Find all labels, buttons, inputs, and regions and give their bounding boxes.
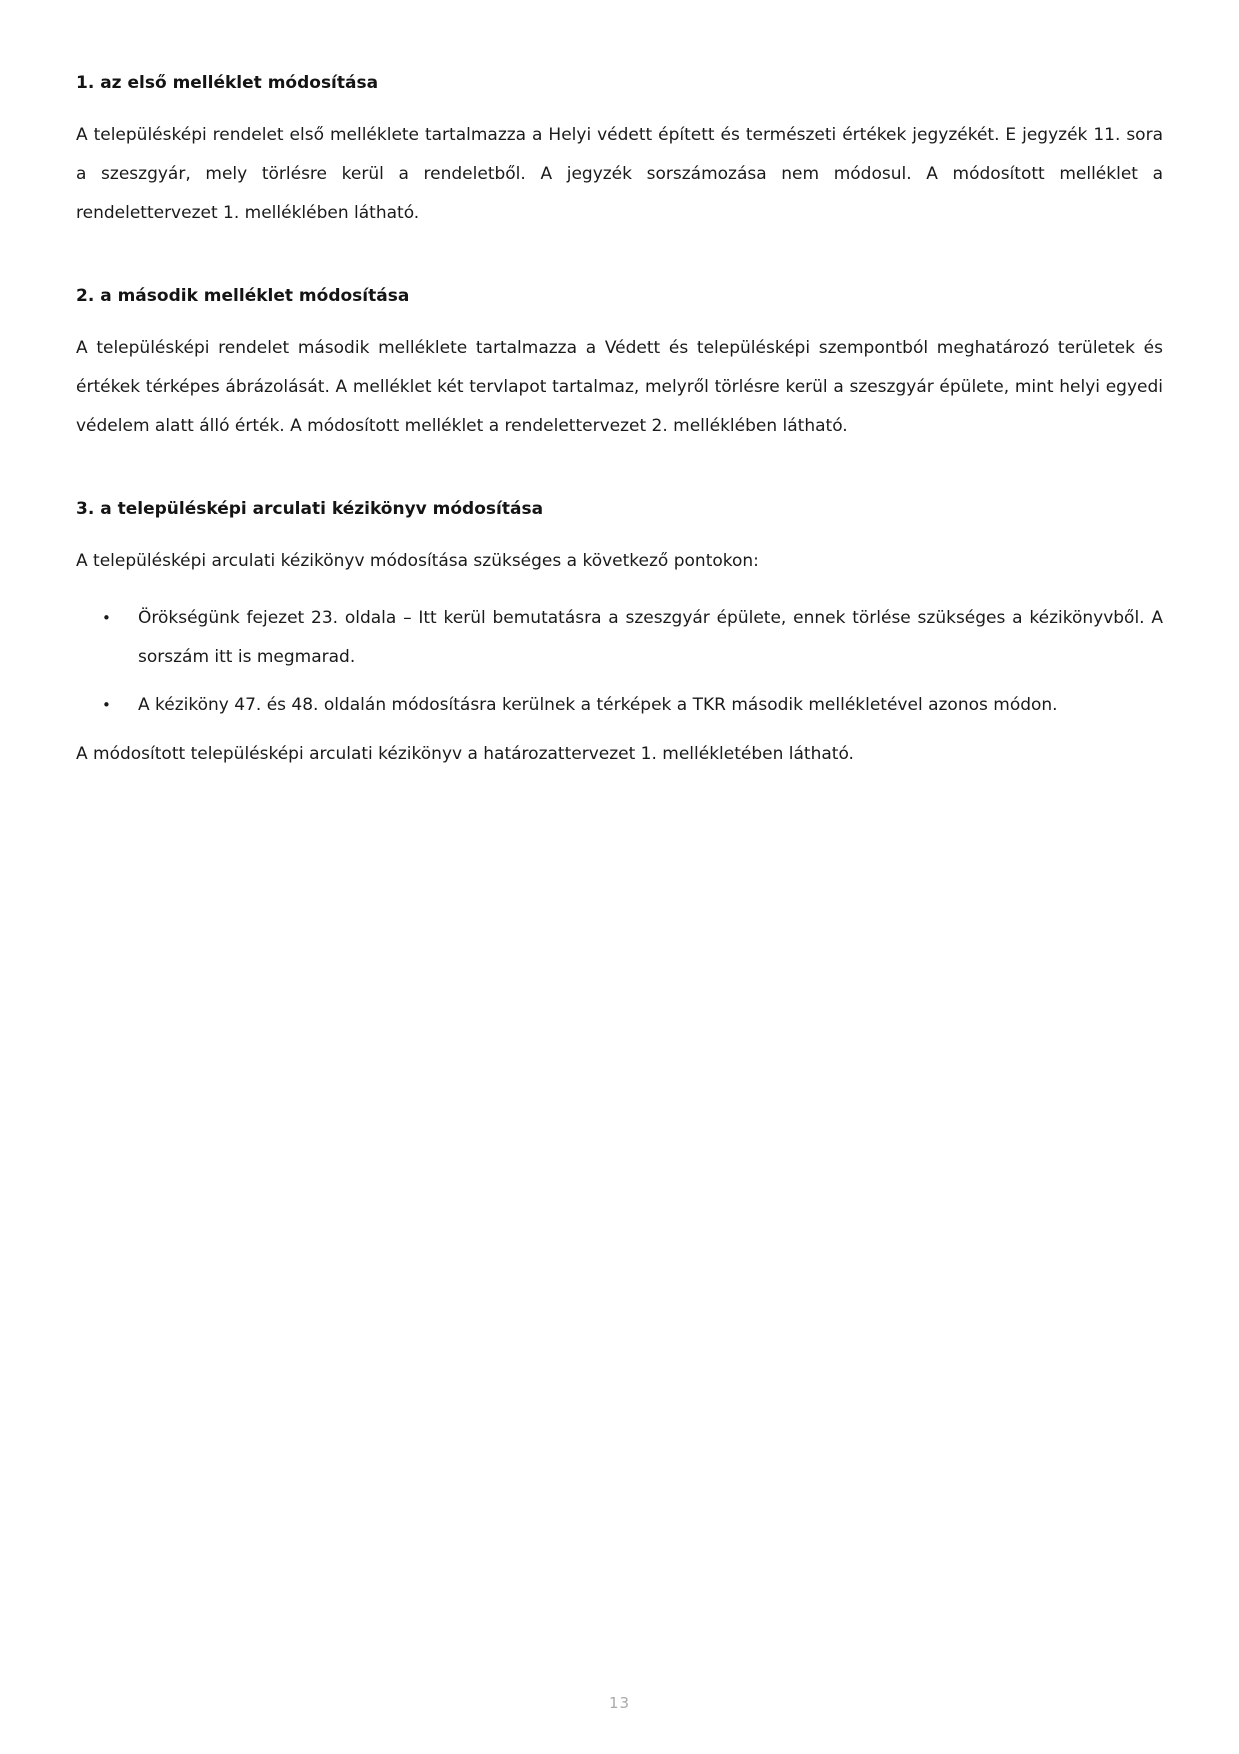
list-item: [76, 599, 1163, 677]
section-2-heading: 2. a második melléklet módosítása: [76, 286, 410, 306]
section-1-heading: 1. az első melléklet módosítása: [76, 73, 379, 93]
bullet-icon: •: [102, 609, 111, 627]
section-3-heading: 3. a településképi arculati kézikönyv módosítása: [76, 499, 544, 519]
section-1-paragraph: A településképi rendelet első melléklete tartalmazza a Helyi védett épített és természeti értékek jegyzékét. E jegyzék 11. sora a szeszgyár, mely törlésre kerül a rendeletből. A jegyzék sorszámozása nem módosul. A módosított melléklet a rendelettervezet 1. melléklében látható.: [76, 125, 1163, 223]
page-number: 13: [608, 1694, 631, 1712]
page-footer: [0, 1693, 1239, 1712]
bullet-icon: •: [102, 696, 111, 714]
bullet-text-2: A kéziköny 47. és 48. oldalán módosításra kerülnek a térképek a TKR második mellékletével azonos módon.: [138, 695, 1058, 715]
section-2-paragraph: A településképi rendelet második melléklete tartalmazza a Védett és településképi szempontból meghatározó területek és értékek térképes ábrázolását. A melléklet két tervlapot tartalmaz, melyről törlésre kerül a szeszgyár épülete, mint helyi egyedi védelem alatt álló érték. A módosított melléklet a rendelettervezet 2. melléklében látható.: [76, 338, 1163, 436]
section-3-bullet-list: [76, 599, 1163, 725]
bullet-text-1: Örökségünk fejezet 23. oldala – Itt kerül bemutatásra a szeszgyár épülete, ennek törlése szükséges a kézikönyvből. A sorszám itt is megmarad.: [138, 608, 1163, 667]
list-item: [76, 686, 1163, 725]
section-3-intro-paragraph: A településképi arculati kézikönyv módosítása szükséges a következő pontokon:: [76, 551, 759, 571]
section-3-closing-paragraph: A módosított településképi arculati kézikönyv a határozattervezet 1. mellékletében látható.: [76, 744, 854, 764]
